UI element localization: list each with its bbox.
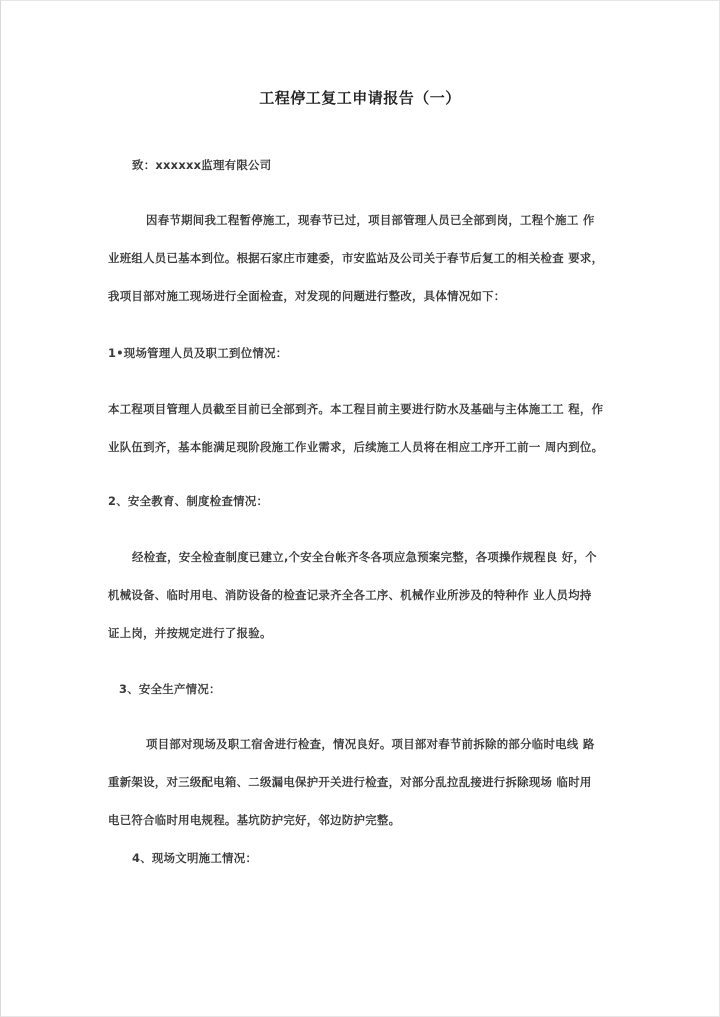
section-2-line-2: 机械设备、临时用电、消防设备的检查记录齐全各工序、机械作业所涉及的特种作 业人员均持 xyxy=(108,588,592,602)
section-3-line-2: 重新架设，对三级配电箱、二级漏电保护开关进行检查，对部分乱拉乱接进行拆除现场 临时用 xyxy=(108,775,592,789)
section-1-heading: 1•现场管理人员及职工到位情况： xyxy=(108,346,288,360)
section-1-line-1: 本工程项目管理人员截至目前已全部到齐。本工程目前主要进行防水及基础与主体施工工 程，作 xyxy=(108,402,604,416)
section-3-line-1: 项目部对现场及职工宿舍进行检查，情况良好。项目部对春节前拆除的部分临时电线 路 xyxy=(146,737,595,751)
section-3-heading: 3、安全生产情况： xyxy=(119,682,221,696)
section-2-line-3: 证上岗，并按规定进行了报验。 xyxy=(108,626,272,640)
recipient-line: 致：xxxxxx监理有限公司 xyxy=(132,158,272,172)
intro-line-2: 业班组人员已基本到位。根据石家庄市建委，市安监站及公司关于春节后复工的相关检查 要求， xyxy=(108,251,604,265)
section-1-line-2: 业队伍到齐，基本能满足现阶段施工作业需求，后续施工人员将在相应工序开工前一 周内到位。 xyxy=(108,440,604,454)
intro-line-1: 因春节期间我工程暂停施工，现春节已过，项目部管理人员已全部到岗，工程个施工 作 xyxy=(146,213,595,227)
intro-line-3: 我项目部对施工现场进行全面检查，对发现的问题进行整改，具体情况如下： xyxy=(108,289,506,303)
section-4-heading: 4、现场文明施工情况： xyxy=(132,851,258,865)
section-2-heading: 2、安全教育、制度检查情况： xyxy=(108,494,269,508)
section-2-line-1: 经检查，安全检查制度已建立,个安全台帐齐冬各项应急预案完整，各项操作规程良 好，个 xyxy=(132,550,597,564)
section-3-line-3: 电已符合临时用电规程。基坑防护完好，邻边防护完整。 xyxy=(108,813,401,827)
document-title: 工程停工复工申请报告（一） xyxy=(259,89,461,107)
